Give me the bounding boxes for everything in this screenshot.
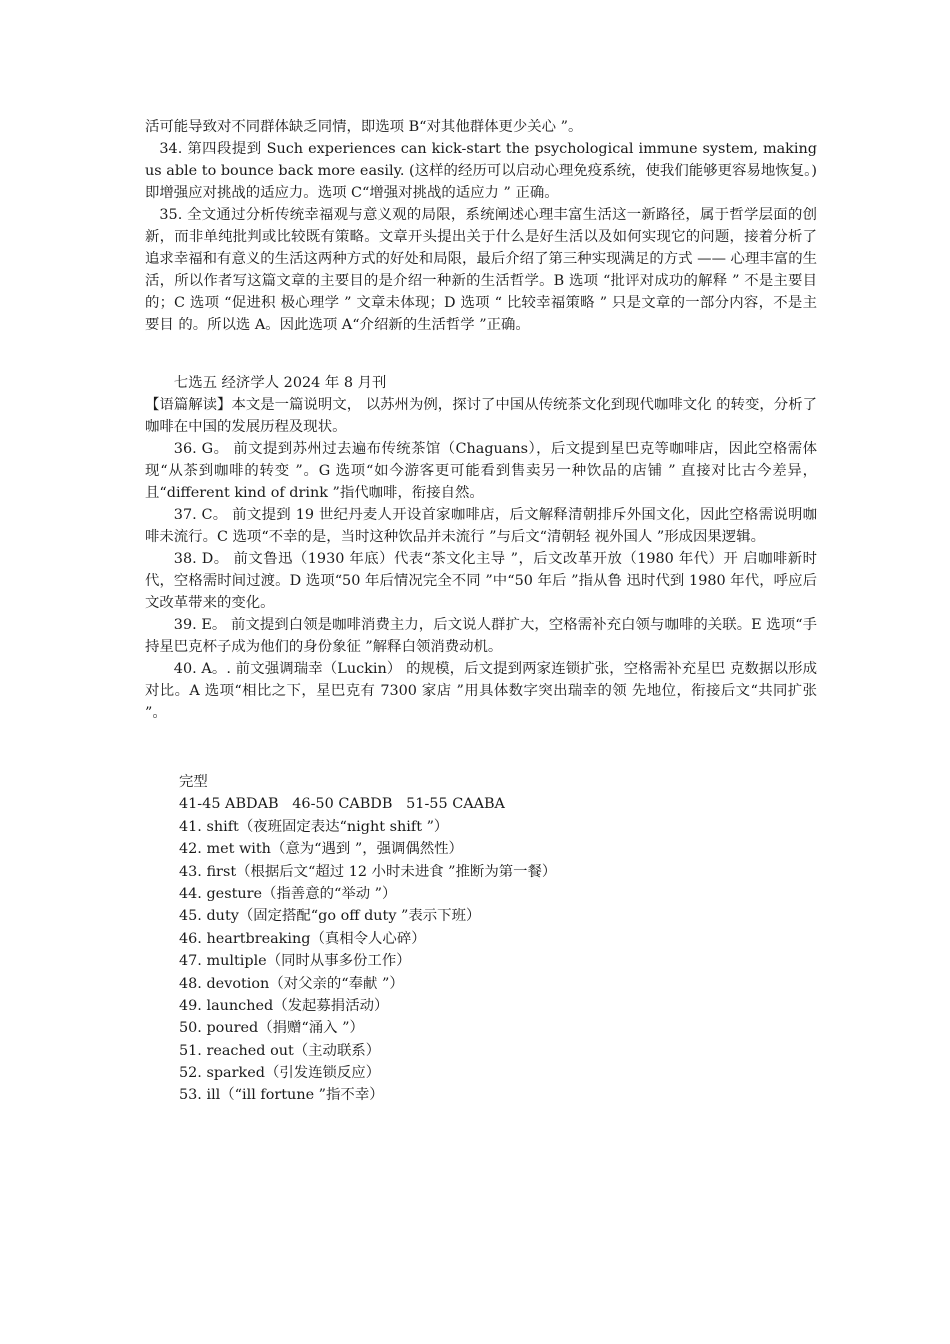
list-item: 51. reached out（主动联系） bbox=[179, 1042, 381, 1059]
list-item: 53. ill（“ill fortune ”指不幸） bbox=[179, 1087, 384, 1104]
list-item: 52. sparked（引发连锁反应） bbox=[179, 1065, 381, 1082]
discourse-analysis: 【语篇解读】本文是一篇说明文， 以苏州为例，探讨了中国从传统茶文化到现代咖啡文化 的转变，分析了咖啡在中国的发展历程及现状。 bbox=[145, 397, 817, 435]
paragraph-36: 36. G。 前文提到苏州过去遍布传统茶馆（Chaguans），后文提到星巴克等咖啡店，因此空格需体现“从茶到咖啡的转变 ”。G 选项“如今游客更可能看到售卖另一种饮品的店铺 ” 直接对比古今差异，且“different kind of drink ”指代咖啡，衔接自然。 bbox=[145, 441, 817, 501]
list-item: 48. devotion（对父亲的“奉献 ”） bbox=[179, 975, 404, 992]
list-item: 47. multiple（同时从事多份工作） bbox=[179, 953, 411, 970]
list-item: 44. gesture（指善意的“举动 ”） bbox=[179, 885, 397, 902]
list-item: 41. shift（夜班固定表达“night shift ”） bbox=[179, 818, 449, 835]
paragraph-37: 37. C。 前文提到 19 世纪丹麦人开设首家咖啡店，后文解释清朝排斥外国文化，因此空格需说明咖啡未流行。C 选项“不幸的是，当时这种饮品并未流行 ”与后文“清朝轻 视外国人 ”形成因果逻辑。 bbox=[145, 507, 817, 545]
section-heading: 七选五 经济学人 2024 年 8 月刊 bbox=[173, 375, 387, 391]
paragraph-40: 40. A。. 前文强调瑞幸（Luckin） 的规模，后文提到两家连锁扩张，空格需补充星巴 克数据以形成对比。A 选项“相比之下，星巴克有 7300 家店 ”用具体数字突出瑞幸的领 先地位，衔接后文“共同扩张 ”。 bbox=[145, 661, 817, 721]
reading-explanations bbox=[145, 116, 817, 336]
answer-key-summary: 41-45 ABDAB 46-50 CABDB 51-55 CAABA bbox=[179, 796, 505, 813]
cloze-section bbox=[179, 771, 819, 1107]
list-item: 43. first（根据后文“超过 12 小时未进食 ”推断为第一餐） bbox=[179, 863, 557, 880]
paragraph-35: 35. 全文通过分析传统幸福观与意义观的局限，系统阐述心理丰富生活这一新路径，属于哲学层面的创新，而非单纯批判或比较既有策略。文章开头提出关于什么是好生活以及如何实现它的问题，接着分析了追求幸福和有意义的生活这两种方式的好处和局限，最后介绍了第三种实现满足的方式 —— 心理丰富的生活，所以作者写这篇文章的主要目的是介绍一种新的生活哲学。B 选项 “批评对成功的解释 ” 不是主要目的；C 选项 “促进积 极心理学 ” 文章未体现；D 选项 “ 比较幸福策略 ” 只是文章的一部分内容，不是主要目 的。所以选 A。因此选项 A“介绍新的生活哲学 ”正确。 bbox=[145, 207, 817, 333]
paragraph-34: 34. 第四段提到 Such experiences can kick-start the psychological immune system, making us able to bounce back more easily. (这样的经历可以启动心理免疫系统，使我们能够更容易地恢复。)即增强应对挑战的适应力。选项 C“增强对挑战的适应力 ” 正确。 bbox=[145, 141, 817, 201]
section-heading: 完型 bbox=[179, 774, 208, 790]
paragraph-38: 38. D。 前文鲁迅（1930 年底）代表“茶文化主导 ”，后文改革开放（1980 年代）开 启咖啡新时代，空格需时间过渡。D 选项“50 年后情况完全不同 ”中“50 年后 ”指从鲁 迅时代到 1980 年代，呼应后文改革带来的变化。 bbox=[145, 551, 817, 611]
paragraph-39: 39. E。 前文提到白领是咖啡消费主力，后文说人群扩大，空格需补充白领与咖啡的关联。E 选项“手持星巴克杯子成为他们的身份象征 ”解释白领消费动机。 bbox=[145, 617, 817, 655]
list-item: 45. duty（固定搭配“go off duty ”表示下班） bbox=[179, 908, 481, 925]
list-item: 50. poured（捐赠“涌入 ”） bbox=[179, 1020, 364, 1037]
seven-choose-five-section bbox=[145, 372, 817, 724]
list-item: 49. launched（发起募捐活动） bbox=[179, 997, 389, 1014]
list-item: 46. heartbreaking（真相令人心碎） bbox=[179, 930, 426, 947]
paragraph-33-tail: 活可能导致对不同群体缺乏同情，即选项 B“对其他群体更少关心 ”。 bbox=[145, 119, 583, 135]
list-item: 42. met with（意为“遇到 ”，强调偶然性） bbox=[179, 841, 463, 858]
